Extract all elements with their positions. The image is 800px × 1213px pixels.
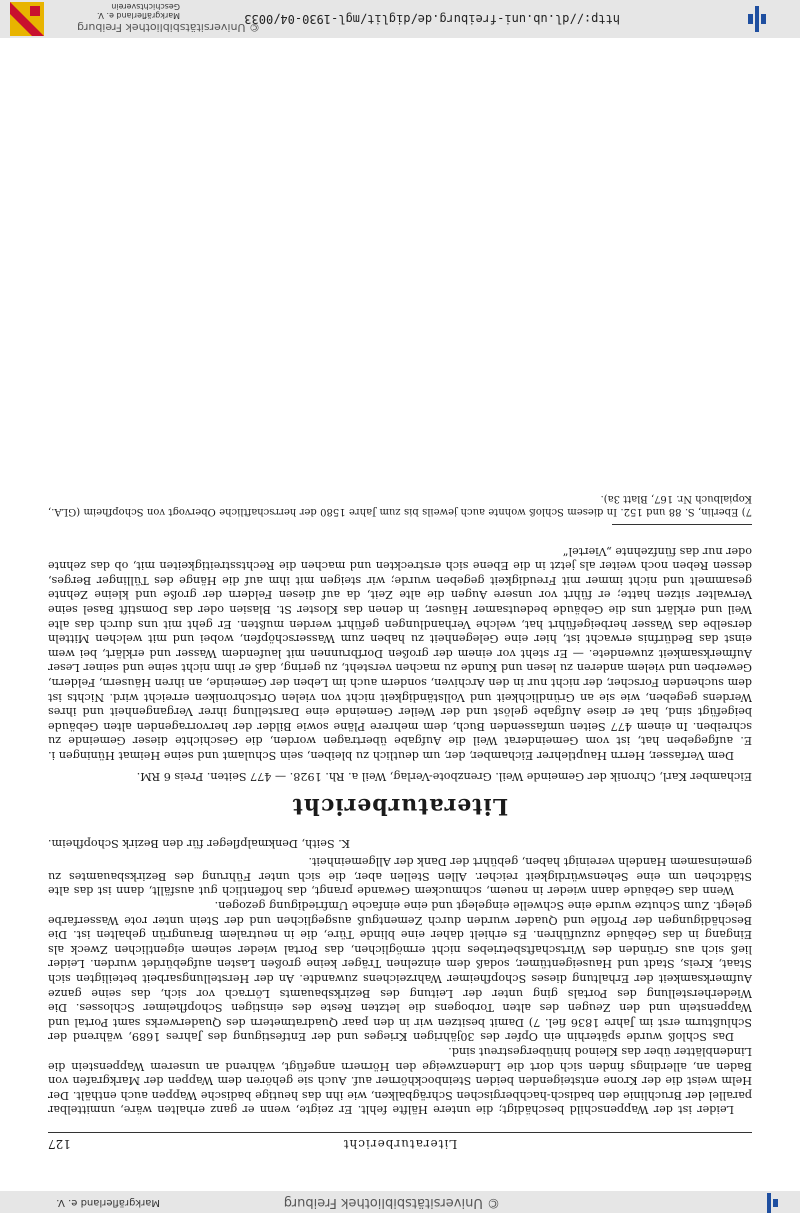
footnote-rule [612,524,752,525]
coat-of-arms-icon [10,2,44,36]
body-paragraph: Leider ist der Wappenschild beschädigt; die untere Hälfte fehlt. Er zeigte, wenn er ganz erhalten wäre, unmittelbar parallel der Bruchlinie den badisch-hachbergischen Schrägbalken, wie ihn das heutige badische Wappen auch enthält. Der Helm weist die der Krone entsteigenden beiden Steinbockhörner auf. Auch sie gehören dem Wappen der Markgrafen von Baden an, allerdings finden sich dort die Lindenzweige den Hörnern angefügt, während an unserem Wappenstein die Lindenblätter über das Kleinod hinübergestreut sind. [48,1045,752,1117]
blue-mark-icon-bottom [758,1193,780,1213]
watermark-band-bottom [0,1191,800,1213]
body-paragraph: Wenn das Gebäude dann wieder in neuem, schmuckem Gewande prangt, das hoffentlich gut ausfällt, dann ist das alte Städtchen um eine Sehenswürdigkeit reicher. Allen Stellen aber, die sich unter Führung des Bezirksbauamtes zu gemeinsamem Handeln vereinigt haben, gebührt der Dank der Allgemeinheit. [48,855,752,898]
library-watermark-bottom: © Universitätsbibliothek Freiburg [283,1195,500,1210]
section-heading: Literaturbericht [291,793,509,820]
association-name-bottom: Markgräflerland e. V. [56,1197,160,1208]
source-url[interactable]: http://dl.ub.uni-freiburg.de/diglit/mgl-1930-04/0033 [244,12,620,26]
footnote: 7) Eberlin, S. 88 und 152. In diesem Schloß wohnte auch jeweils bis zum Jahre 1580 der herrschaftliche Obervogt von Schopfheim (GLA., Kopialbuch Nr. 167, Blatt 3a). [48,493,752,518]
running-head [48,1132,752,1151]
running-head-title: Literaturbericht [342,1137,458,1151]
blue-mark-icon [746,6,768,32]
library-watermark: © Universitätsbibliothek Freiburg [77,21,260,34]
page-number: 127 [48,1137,71,1151]
association-name: Markgräflerland e. V. Geschichtsverein [96,2,180,20]
review-paragraph: Dem Verfasser, Herrn Hauptlehrer Eichamber, der, um deutlich zu bleiben, sein Schulamt und seine Heimat Hüningen i. E. aufgegeben hat, ist vom Gemeinderat Weil die Aufgabe übertragen worden, die Geschichte dieser Gemeinde zu schreiben. In einem 477 Seiten umfassenden Buch, dem mehrere Pläne sowie Bilder der hervorragenden alten Gebäude beigefügt sind, hat er diese Aufgabe gelöst und der Weiler Gemeinde eine Darstellung ihrer Vergangenheit und ihres Werdens gegeben, wie sie an Gründlichkeit und Vollständigkeit nicht von vielen Ortschroniken erreicht wird. Nichts ist dem suchenden Forscher, der nicht nur in den Archiven, sondern auch im Leben der Gemeinde, an ihren Häusern, Feldern, Gewerben und vielem anderen zu lesen und Kunde zu machen versteht, zu gering, daß er ihm nicht seine und seiner Leser Aufmerksamkeit zuwendete. — Er steht vor einem der großen Dorfbrunnen mit laufendem Wasser und erklärt, bei wem einst das Bedürfnis erwacht ist, hier eine Gelegenheit zu haben zum Wasserschöpfen, wobei und mit welchen Mitteln derselbe das Wasser herbeigeführt hat, welche Verhandlungen geführt werden mußten. Er geht mit uns durch das alte Weil und erklärt uns die Gebäude bedeutsamer Häuser, in denen das Kloster St. Blasien oder das Domstift Basel seine Verwalter sitzen hatte; er führt vor unsere Augen die alte Zeit, da auf diesen Feldern der große und kleine Zehnte gesammelt und nicht immer mit Freudigkeit gegeben wurde; wir steigen mit ihm auf die Hänge des Tüllinger Berges, dessen Reben noch weiter als jetzt in die Ebene sich erstreckten und machen die Rechtsstreitigkeiten mit, ob das zehnte oder nur das fünfzehnte „Viertel“ [48,544,752,762]
signature: K. Seith, Denkmalpfleger für den Bezirk Schopfheim. [48,836,351,850]
watermark-band-top [0,0,800,38]
page-content [48,492,752,1151]
review-citation: Eichamber Karl, Chronik der Gemeinde Weil. Grenzbote-Verlag, Weil a. Rh. 1928. — 477 Seiten. Preis 6 RM. [136,769,752,783]
body-paragraph: Das Schloß wurde späterhin ein Opfer des 30jährigen Krieges und der Entfestigung des Jahres 1689, während der Schlußturm erst im Jahre 1836 fiel. 7) Damit besitzen wir in den paar Quadratmetern des Quaderwerks samt Portal und Wappenstein und den Zeugen des alten Torbogens die letzten Reste des einstigen Schopfheimer Schlosses. Die Wiederherstellung des Portals ging unter der Leitung des Bezirksbauamts Lörrach vor sich, das seine ganze Aufmerksamkeit der Erhaltung dieses Schopfheimer Wahrzeichens zuwandte. An der Herstellungsarbeit beteiligten sich Staat, Kreis, Stadt und Hauseigentümer, sodaß dem einzelnen Träger keine großen Lasten aufgebürdet wurden. Leider ließ sich aus Gründen des Wirtschaftsbetriebes nicht ermöglichen, das Portal wieder seinem eigentlichen Zweck als Eingang in das Gebäude zuzuführen. Es erhielt daher eine blinde Türe, die in neutralem Braungrün gehalten ist. Die Beschädigungen der Profile und Quader wurden durch Zementguß ausgeglichen und der Stein unter rote Wasserfarbe gelegt. Zum Schutze wurde eine Schwelle eingelegt und eine einfache Umfriedigung gezogen. [48,899,752,1044]
